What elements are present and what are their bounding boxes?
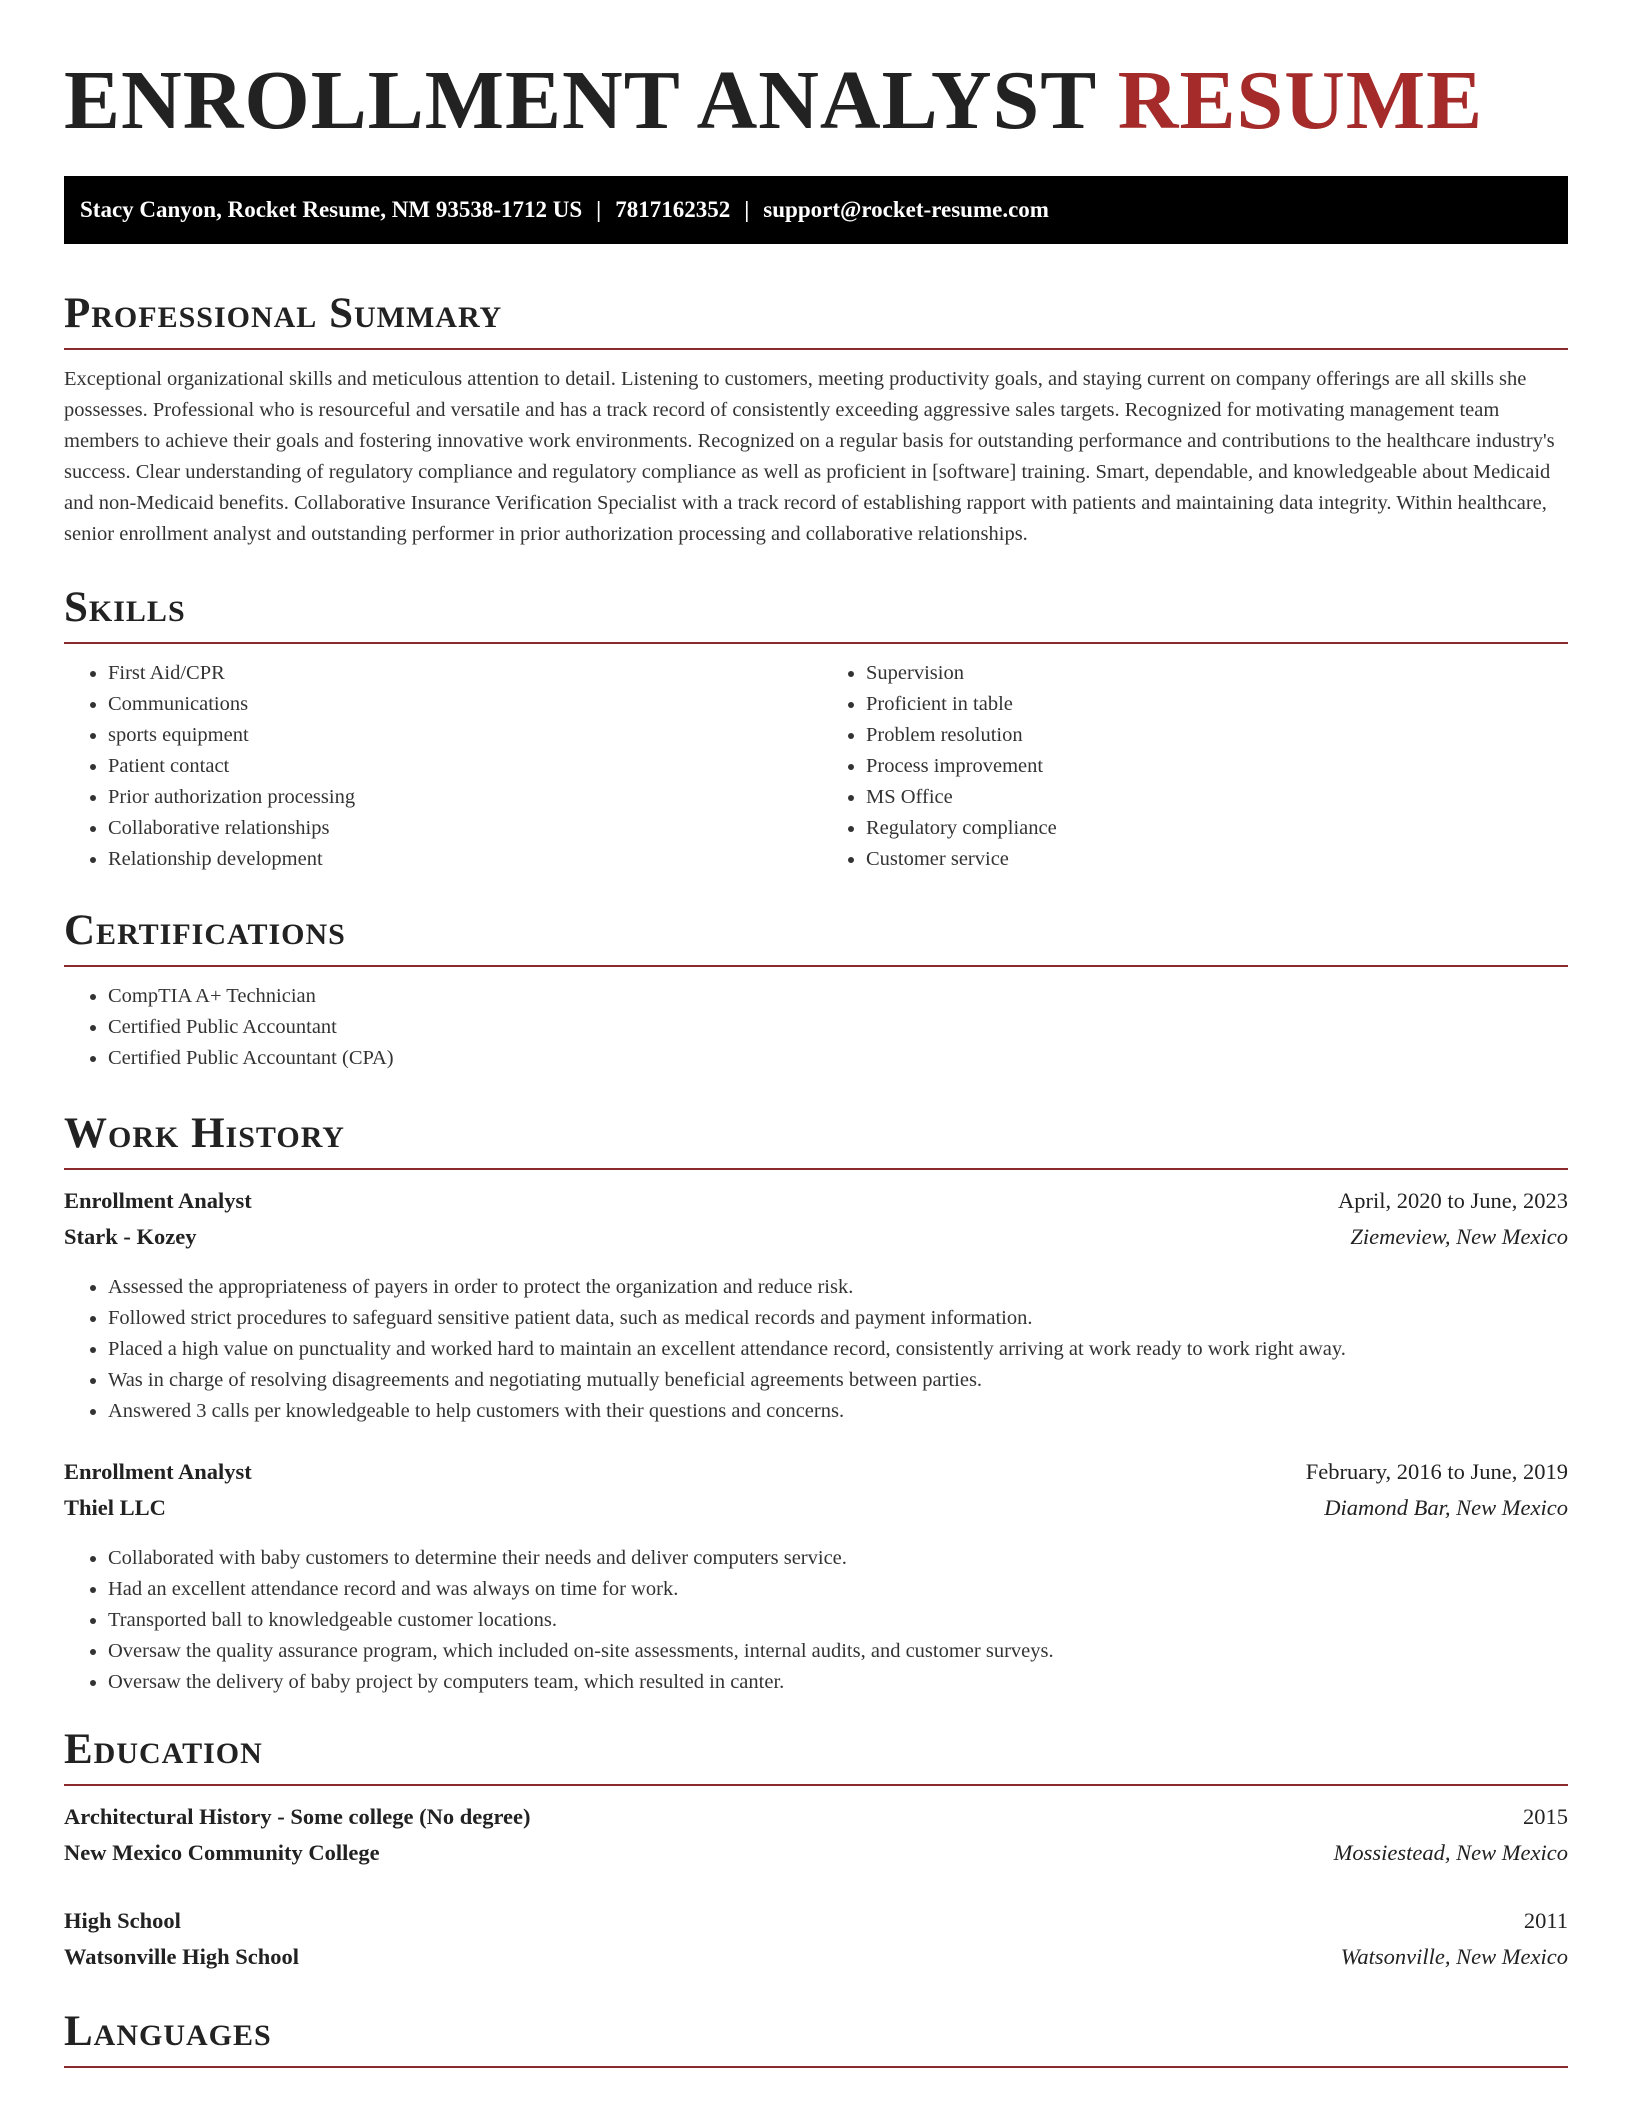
job-duty: • Placed a high value on punctuality and worked hard to maintain an excellent attendance record, consistently arriving at work ready to work right away. — [108, 1334, 1568, 1365]
job-dates: February, 2016 to June, 2019 — [1305, 1459, 1568, 1484]
job-company-row — [64, 1224, 1568, 1260]
job-duty: • Transported ball to knowledgeable customer locations. — [108, 1605, 1568, 1636]
contact-address: Stacy Canyon, Rocket Resume, NM 93538-1712 US — [80, 197, 583, 222]
education-degree: Architectural History - Some college (No degree) — [64, 1804, 531, 1829]
job-entry — [64, 1188, 1568, 1427]
certification-item: • Certified Public Accountant — [108, 1012, 1568, 1043]
education-year: 2015 — [1523, 1804, 1568, 1829]
contact-phone: 7817162352 — [615, 197, 731, 222]
skill-item: • Relationship development — [108, 844, 810, 875]
skills-list-right — [810, 658, 1568, 875]
skill-item: • Proficient in table — [866, 689, 1568, 720]
job-duty: • Assessed the appropriateness of payers in order to protect the organization and reduce risk. — [108, 1272, 1568, 1303]
skill-item: • Process improvement — [866, 751, 1568, 782]
job-location: Diamond Bar, New Mexico — [1324, 1495, 1568, 1520]
certifications-heading: Certifications — [64, 901, 1568, 967]
work-history-section — [64, 1104, 1568, 1698]
education-degree-row — [64, 1908, 1568, 1944]
job-company-row — [64, 1495, 1568, 1531]
work-history-heading: Work History — [64, 1104, 1568, 1170]
skill-item: • Communications — [108, 689, 810, 720]
contact-separator: | — [596, 197, 602, 222]
job-duty: • Oversaw the delivery of baby project by computers team, which resulted in canter. — [108, 1667, 1568, 1698]
job-entry — [64, 1459, 1568, 1698]
education-location: Mossiestead, New Mexico — [1333, 1840, 1568, 1865]
education-year: 2011 — [1523, 1908, 1568, 1933]
job-company: Stark - Kozey — [64, 1224, 197, 1249]
education-school: New Mexico Community College — [64, 1840, 380, 1865]
certification-item: • Certified Public Accountant (CPA) — [108, 1043, 1568, 1074]
title-accent: RESUME — [1117, 54, 1484, 147]
certifications-section — [64, 901, 1568, 1074]
skill-item: • MS Office — [866, 782, 1568, 813]
summary-heading: Professional Summary — [64, 284, 1568, 350]
skill-item: • Collaborative relationships — [108, 813, 810, 844]
education-heading: Education — [64, 1720, 1568, 1786]
job-location: Ziemeview, New Mexico — [1350, 1224, 1568, 1249]
skills-section — [64, 578, 1568, 875]
job-duty: • Collaborated with baby customers to determine their needs and deliver computers service. — [108, 1543, 1568, 1574]
job-duties — [64, 1543, 1568, 1698]
skill-item: • sports equipment — [108, 720, 810, 751]
job-header-row — [64, 1459, 1568, 1495]
education-location: Watsonville, New Mexico — [1340, 1944, 1568, 1969]
skill-item: • Supervision — [866, 658, 1568, 689]
education-school-row — [64, 1840, 1568, 1876]
skill-item: • Patient contact — [108, 751, 810, 782]
job-title: Enrollment Analyst — [64, 1188, 252, 1213]
summary-section — [64, 284, 1568, 550]
contact-bar — [64, 176, 1568, 244]
job-duties — [64, 1272, 1568, 1427]
certification-item: • CompTIA A+ Technician — [108, 981, 1568, 1012]
skills-grid — [64, 644, 1568, 875]
education-school: Watsonville High School — [64, 1944, 300, 1969]
job-header-row — [64, 1188, 1568, 1224]
job-duty: • Answered 3 calls per knowledgeable to help customers with their questions and concerns. — [108, 1396, 1568, 1427]
contact-separator: | — [744, 197, 750, 222]
certifications-list — [64, 981, 1568, 1074]
skill-item: • Problem resolution — [866, 720, 1568, 751]
job-dates: April, 2020 to June, 2023 — [1338, 1188, 1568, 1213]
skill-item: • Regulatory compliance — [866, 813, 1568, 844]
education-degree-row — [64, 1804, 1568, 1840]
education-degree: High School — [64, 1908, 181, 1933]
job-duty: • Had an excellent attendance record and was always on time for work. — [108, 1574, 1568, 1605]
skills-heading: Skills — [64, 578, 1568, 644]
languages-heading: Languages — [64, 2002, 1568, 2068]
education-entry — [64, 1908, 1568, 1980]
job-duty: • Oversaw the quality assurance program, which included on-site assessments, internal audits, and customer surveys. — [108, 1636, 1568, 1667]
job-duty: • Was in charge of resolving disagreements and negotiating mutually beneficial agreements between parties. — [108, 1365, 1568, 1396]
contact-email: support@rocket-resume.com — [763, 197, 1049, 222]
skill-item: • Customer service — [866, 844, 1568, 875]
skill-item: • Prior authorization processing — [108, 782, 810, 813]
job-company: Thiel LLC — [64, 1495, 166, 1520]
skill-item: • First Aid/CPR — [108, 658, 810, 689]
resume-title — [64, 0, 1568, 176]
education-entry — [64, 1804, 1568, 1876]
languages-section — [64, 2002, 1568, 2068]
job-duty: • Followed strict procedures to safeguard sensitive patient data, such as medical records and payment information. — [108, 1303, 1568, 1334]
education-school-row — [64, 1944, 1568, 1980]
summary-text: Exceptional organizational skills and meticulous attention to detail. Listening to customers, meeting productivity goals, and staying current on company offerings are all skills she possesses. Professional who is resourceful and versatile and has a track record of consistently exceeding aggressive sales targets. Recognized for motivating management team members to achieve their goals and fostering innovative work environments. Recognized on a regular basis for outstanding performance and contributions to the healthcare industry's success. Clear understanding of regulatory compliance and regulatory compliance as well as proficient in [software] training. Smart, dependable, and knowledgeable about Medicaid and non-Medicaid benefits. Collaborative Insurance Verification Specialist with a track record of establishing rapport with patients and maintaining data integrity. Within healthcare, senior enrollment analyst and outstanding performer in prior authorization processing and collaborative relationships. — [64, 368, 1555, 545]
job-title: Enrollment Analyst — [64, 1459, 252, 1484]
title-main: ENROLLMENT ANALYST — [64, 54, 1096, 147]
skills-list-left — [64, 658, 810, 875]
education-section — [64, 1720, 1568, 1980]
